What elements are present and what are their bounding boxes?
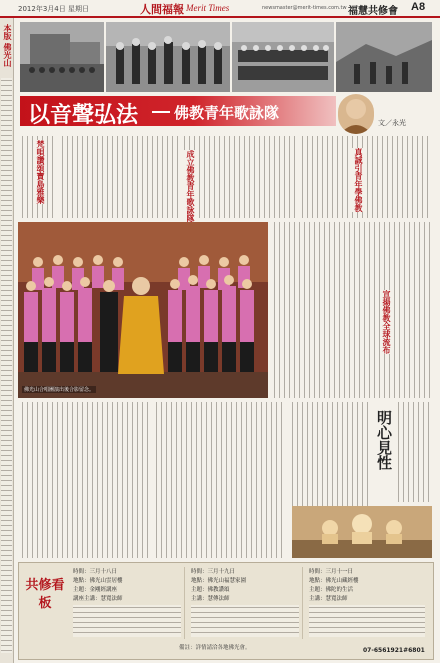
board-col2-line4: 主講：慧傳法師 [191, 596, 230, 602]
photo-altar [292, 506, 432, 558]
board-column-3 [307, 567, 429, 639]
board-title: 共修看板 [25, 578, 65, 611]
board-col2-line3: 主題：佛教讚頌 [191, 587, 230, 593]
left-strip-label: 本版 佛光山 [3, 24, 12, 67]
photo-campus-image [20, 22, 104, 92]
main-photo [18, 222, 268, 398]
masthead-logo-en: Merit Times [186, 3, 230, 13]
heading-choir: 成立佛教青年歌詠隊 [186, 150, 195, 222]
board-title-box [23, 567, 67, 655]
text-block-lower-center [154, 402, 286, 558]
photo-campus [20, 22, 104, 92]
board-col3-line3: 主題：佛陀的生活 [309, 587, 354, 593]
text-block-center-left [60, 136, 178, 218]
masthead-date: 2012年3月4日 星期日 [18, 5, 89, 13]
main-photo-caption: 佛光山合唱團演出後合影留念。 [24, 387, 95, 393]
text-block-lower-left [20, 402, 150, 558]
board-col1-more [73, 605, 181, 637]
photo-ceremony-image [106, 22, 230, 92]
board-col1-line1: 時間：三月十八日 [73, 569, 118, 575]
banner-portrait [338, 94, 374, 134]
board-col3-line1: 時間：三月十一日 [309, 569, 354, 575]
portrait-image [338, 94, 374, 134]
board-col3-line2: 地點：佛光山藏經樓 [309, 578, 359, 584]
board-column-2 [189, 567, 303, 639]
banner-subtitle: 佛教青年歌詠隊 [174, 104, 280, 122]
banner-byline: 文／永光 [378, 119, 406, 127]
board-col3-line4: 主講：慧寬法師 [309, 596, 348, 602]
masthead [0, 0, 440, 18]
photo-altar-image [292, 506, 432, 558]
photo-group-image [232, 22, 334, 92]
heading-youth: 真誠引青年學佛教 [354, 148, 363, 212]
left-strip-text [1, 78, 12, 653]
board-column-1 [71, 567, 185, 639]
practice-board [18, 562, 434, 660]
board-phone: 07-6561921#6801 [363, 647, 425, 654]
photo-ceremony [106, 22, 230, 92]
banner [20, 96, 336, 126]
board-col1-line3: 主題：金剛經講座 [73, 587, 118, 593]
left-strip [0, 18, 14, 663]
masthead-section: 福慧共修會 [348, 6, 398, 17]
board-col3-more [309, 605, 425, 637]
text-block-center [182, 136, 296, 218]
board-col1-line4: 講座主講：慧寬法師 [73, 596, 123, 602]
text-block-mind [396, 402, 432, 502]
board-notice: 備註：詳情請洽各地佛光會。 [179, 645, 251, 651]
photo-outdoor-image [336, 22, 432, 92]
photo-group [232, 22, 334, 92]
masthead-url: newsmaster@merit-times.com.tw [262, 5, 347, 11]
photo-outdoor [336, 22, 432, 92]
banner-title: 以音聲弘法 [28, 102, 139, 128]
heading-global: 宣揚佛教全球流布 [382, 290, 391, 354]
board-col2-line2: 地點：佛光山福慧家園 [191, 578, 247, 584]
heading-gatha: 梵唄讚頌寶島雅樂 [36, 140, 45, 204]
board-col2-more [191, 605, 299, 637]
board-col2-line1: 時間：三月十九日 [191, 569, 236, 575]
masthead-logo: 人間福報 [140, 3, 184, 16]
text-block-right-upper [300, 136, 432, 218]
text-block-right-middle [272, 222, 432, 398]
main-photo-image [18, 222, 268, 398]
masthead-page: A8 [411, 1, 426, 13]
board-col1-line2: 地點：佛光山雲居樓 [73, 578, 123, 584]
banner-dash [152, 111, 170, 113]
heading-mind: 明心見性 [372, 408, 397, 472]
